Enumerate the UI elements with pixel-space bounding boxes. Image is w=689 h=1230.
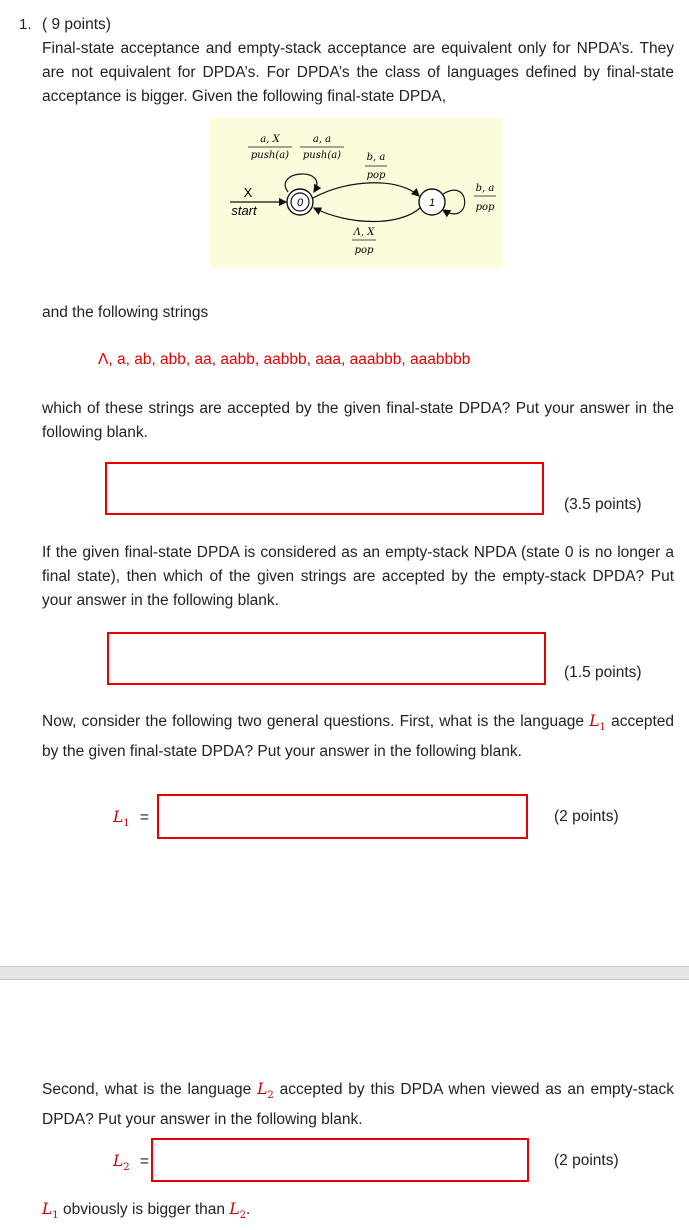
footer-text: obviously is bigger than [63,1201,226,1218]
loop-label-2-top: a, a [312,134,332,145]
edge-1-to-0-bottom: pop [354,245,374,256]
part1-answer-box[interactable] [105,462,544,515]
loop-label-2-bottom: push(a) [302,150,342,161]
edge-1-to-0-top: Λ, X [353,227,375,238]
edge-0-to-1-bottom: pop [366,170,386,181]
footer-var-L2: $L_2$ [229,1200,247,1222]
part4-lhs-var: $L_2$ [113,1152,130,1174]
state1-self-loop [443,190,465,214]
footer-var-L1: $L_1$ [42,1200,59,1222]
start-label: start [231,203,257,218]
footer-sentence [42,1200,250,1221]
part3-text-b: accepted by the given final-state DPDA? Put your answer in the following blank. [42,713,675,761]
state-0-label: 0 [296,197,304,209]
part3-text-a: Now, consider the following two general questions. First, what is the language [42,713,585,730]
part3-equals: = [140,809,150,826]
part4-points: (2 points) [554,1152,619,1169]
strings-list: Λ, a, ab, abb, aa, aabb, aabbb, aaa, aaabbb, aaabbbb [98,351,471,368]
part4-text [42,1077,674,1132]
part1-points: (3.5 points) [564,496,642,513]
loop-label-1-bottom: push(a) [250,150,290,161]
edge-0-to-1 [313,183,419,198]
strings-intro: and the following strings [42,304,209,321]
question-intro: Final-state acceptance and empty-stack acceptance are equivalent only for NPDA’s. They are not equivalent for DPDA’s. For DPDA’s the class of languages defined by final-state acceptance is bigger. Given the following final-state DPDA, [42,40,674,105]
part2-answer-box[interactable] [107,632,546,685]
part4-text-b: accepted by this DPDA when viewed as an empty-stack DPDA? Put your answer in the following blank. [42,1081,674,1129]
part3-var-L1: $L_1$ [589,712,606,734]
part4-var-L2: $L_2$ [257,1080,274,1102]
loop1-bottom: pop [475,202,495,213]
part2-text: If the given final-state DPDA is considered as an empty-stack NPDA (state 0 is no longer a final state), then which of the given strings are accepted by the empty-stack DPDA? Put your answer in the following blank. [42,544,674,609]
state-1-label: 1 [428,197,436,209]
page-break [0,966,689,980]
part2-points: (1.5 points) [564,664,642,681]
part4-lhs [113,1152,149,1173]
loop-label-1-top: a, X [260,134,280,145]
edge-0-to-1-top: b, a [366,152,386,163]
edge-1-to-0 [314,208,420,222]
loop1-top: b, a [475,183,495,194]
part1-text: which of these strings are accepted by the given final-state DPDA? Put your answer in the following blank. [42,400,674,441]
part4-equals: = [140,1153,150,1170]
part3-text [42,709,674,764]
part3-lhs [113,808,149,829]
part3-lhs-var: $L_1$ [113,808,130,830]
footer-end: . [246,1201,251,1218]
part4-text-a: Second, what is the language [42,1081,252,1098]
part3-points: (2 points) [554,808,619,825]
question-title: ( 9 points) [42,16,111,33]
dpda-diagram [210,118,503,268]
start-edge-label: X [243,185,253,200]
part4-answer-box[interactable] [151,1138,529,1182]
dpda-diagram-svg [210,118,503,268]
question-number: 1. [19,16,32,33]
part3-answer-box[interactable] [157,794,528,839]
